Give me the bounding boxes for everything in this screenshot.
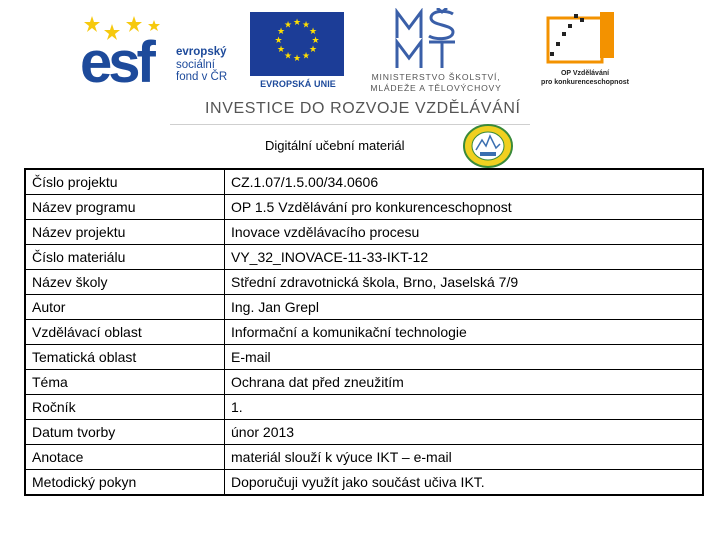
esf-line3: fond v ČR xyxy=(176,71,228,83)
msmt-line2: MLÁDEŽE A TĚLOVÝCHOVY xyxy=(370,83,502,93)
op-logo xyxy=(540,10,630,94)
row-value: E-mail xyxy=(225,345,704,370)
row-key: Autor xyxy=(25,295,225,320)
investice-tagline: INVESTICE DO ROZVOJE VZDĚLÁVÁNÍ xyxy=(205,100,521,117)
row-key: Tematická oblast xyxy=(25,345,225,370)
svg-text:★: ★ xyxy=(292,18,302,28)
row-key: Anotace xyxy=(25,445,225,470)
project-info-table xyxy=(24,168,704,496)
row-key: Metodický pokyn xyxy=(25,470,225,496)
row-value: Ochrana dat před zneužitím xyxy=(225,370,704,395)
row-key: Datum tvorby xyxy=(25,420,225,445)
row-key: Číslo materiálu xyxy=(25,245,225,270)
logo-banner xyxy=(0,0,720,130)
op-emblem-icon xyxy=(540,10,630,68)
row-value: materiál slouží k výuce IKT – e-mail xyxy=(225,445,704,470)
eu-flag-icon xyxy=(250,12,344,76)
row-key: Číslo projektu xyxy=(25,169,225,195)
svg-text:★: ★ xyxy=(311,36,320,46)
row-key: Ročník xyxy=(25,395,225,420)
row-value: OP 1.5 Vzdělávání pro konkurenceschopnost xyxy=(225,195,704,220)
row-value: Informační a komunikační technologie xyxy=(225,320,704,345)
row-value: 1. xyxy=(225,395,704,420)
table-row xyxy=(25,270,703,295)
row-value: Inovace vzdělávacího procesu xyxy=(225,220,704,245)
esf-line1: evropský xyxy=(176,46,227,58)
op-line1: OP Vzdělávání xyxy=(560,70,610,77)
msmt-logo xyxy=(355,8,515,98)
row-key: Název projektu xyxy=(25,220,225,245)
table-row xyxy=(25,169,703,195)
row-value: únor 2013 xyxy=(225,420,704,445)
table-row xyxy=(25,445,703,470)
table-row xyxy=(25,470,703,496)
svg-text:★: ★ xyxy=(283,20,293,31)
table-row xyxy=(25,345,703,370)
row-key: Název programu xyxy=(25,195,225,220)
school-seal-icon xyxy=(462,124,514,168)
svg-text:★: ★ xyxy=(274,36,283,46)
table-row xyxy=(25,420,703,445)
row-value: VY_32_INOVACE-11-33-IKT-12 xyxy=(225,245,704,270)
row-value: Doporučuji využít jako součást učiva IKT. xyxy=(225,470,704,496)
msmt-monogram-icon xyxy=(355,8,515,70)
esf-text xyxy=(176,46,227,84)
op-line2: pro konkurenceschopnost xyxy=(541,79,629,86)
row-value: CZ.1.07/1.5.00/34.0606 xyxy=(225,169,704,195)
svg-text:★: ★ xyxy=(276,27,286,37)
page-subtitle: Digitální učební materiál xyxy=(265,138,405,153)
table-row xyxy=(25,220,703,245)
svg-text:★: ★ xyxy=(292,54,302,64)
svg-text:★: ★ xyxy=(308,27,318,37)
table-row xyxy=(25,395,703,420)
esf-logo xyxy=(80,12,242,95)
eu-logo xyxy=(248,12,346,92)
svg-text:★: ★ xyxy=(276,45,286,55)
row-value: Střední zdravotnická škola, Brno, Jaselská 7/9 xyxy=(225,270,704,295)
table-row xyxy=(25,370,703,395)
eu-label: EVROPSKÁ UNIE xyxy=(260,79,336,89)
svg-text:★: ★ xyxy=(301,20,311,31)
esf-line2: sociální xyxy=(176,58,215,71)
svg-text:★: ★ xyxy=(301,51,311,62)
table-row xyxy=(25,295,703,320)
row-value: Ing. Jan Grepl xyxy=(225,295,704,320)
esf-letters: esf xyxy=(80,30,152,95)
table-row xyxy=(25,195,703,220)
table-row xyxy=(25,245,703,270)
row-key: Téma xyxy=(25,370,225,395)
svg-text:★: ★ xyxy=(308,45,318,55)
row-key: Vzdělávací oblast xyxy=(25,320,225,345)
msmt-line1: MINISTERSTVO ŠKOLSTVÍ, xyxy=(371,72,501,82)
table-row xyxy=(25,320,703,345)
row-key: Název školy xyxy=(25,270,225,295)
svg-text:★: ★ xyxy=(283,51,293,62)
